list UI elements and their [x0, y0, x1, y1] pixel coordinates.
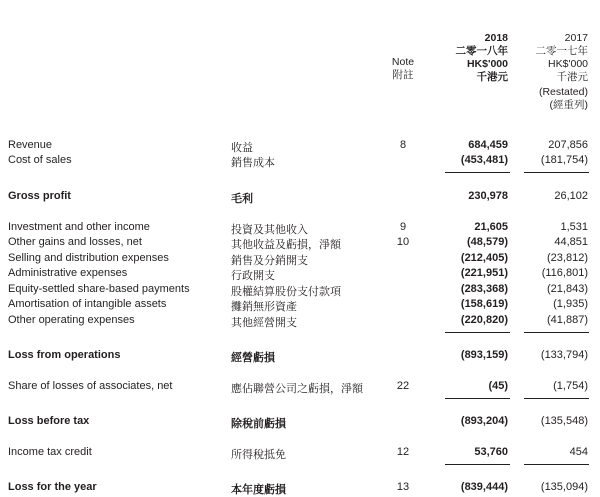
- value-2017: (23,812): [547, 252, 588, 264]
- row-label: Amortisation of intangible assets: [8, 298, 167, 310]
- row-label: Loss from operations: [8, 349, 121, 361]
- subtotal-rule: [524, 172, 589, 173]
- unit-2018-zh: 千港元: [476, 71, 508, 83]
- value-2018: (48,579): [467, 236, 508, 248]
- row-note: 12: [396, 446, 410, 458]
- value-2017: (181,754): [540, 154, 588, 166]
- row-label: Cost of sales: [8, 154, 72, 166]
- row-label: Loss before tax: [8, 415, 90, 427]
- row-label-zh: 應佔聯營公司之虧損，淨額: [231, 383, 363, 395]
- subtotal-rule: [524, 464, 589, 465]
- row-label: Revenue: [8, 139, 53, 151]
- row-label-zh: 除稅前虧損: [231, 418, 286, 430]
- row-label: Loss for the year: [8, 481, 97, 493]
- value-2018: (45): [488, 380, 508, 392]
- year-2017: 2017: [564, 32, 588, 44]
- row-label: Other gains and losses, net: [8, 236, 142, 248]
- subtotal-rule: [445, 464, 510, 465]
- value-2017: 454: [569, 446, 588, 458]
- row-label-zh: 毛利: [231, 193, 253, 205]
- row-label-zh: 投資及其他收入: [231, 224, 308, 236]
- subtotal-rule: [524, 398, 589, 399]
- row-label: Gross profit: [8, 190, 71, 202]
- value-2018: 230,978: [468, 190, 508, 202]
- row-label-zh: 攤銷無形資產: [231, 301, 297, 313]
- row-label-zh: 本年度虧損: [231, 484, 286, 496]
- row-label-zh: 其他收益及虧損，淨額: [231, 239, 341, 251]
- value-2017: 26,102: [554, 190, 588, 202]
- value-2018: 684,459: [468, 139, 508, 151]
- subtotal-rule: [445, 172, 510, 173]
- unit-2018: HK$'000: [466, 58, 508, 70]
- value-2017: (1,754): [553, 380, 588, 392]
- row-note: 22: [396, 380, 410, 392]
- row-label-zh: 銷售及分銷開支: [231, 255, 308, 267]
- value-2017: (133,794): [540, 349, 588, 361]
- row-label-zh: 銷售成本: [231, 157, 275, 169]
- value-2017: (41,887): [547, 314, 588, 326]
- value-2018: (283,368): [460, 283, 508, 295]
- row-label: Investment and other income: [8, 221, 150, 233]
- subtotal-rule: [445, 332, 510, 333]
- subtotal-rule: [445, 398, 510, 399]
- row-label: Administrative expenses: [8, 267, 128, 279]
- year-2017-zh: 二零一七年: [535, 45, 588, 57]
- value-2017: (135,548): [540, 415, 588, 427]
- value-2018: (839,444): [460, 481, 508, 493]
- row-label-zh: 股權結算股份支付款項: [231, 286, 341, 298]
- row-note: 9: [399, 221, 407, 233]
- value-2018: (158,619): [460, 298, 508, 310]
- value-2018: 53,760: [474, 446, 508, 458]
- value-2017: (21,843): [547, 283, 588, 295]
- value-2018: (212,405): [460, 252, 508, 264]
- value-2017: 1,531: [560, 221, 588, 233]
- value-2018: (893,204): [460, 415, 508, 427]
- value-2017: (116,801): [541, 267, 588, 279]
- value-2018: (221,951): [460, 267, 508, 279]
- unit-2017-zh: 千港元: [556, 71, 588, 83]
- row-label-zh: 其他經營開支: [231, 317, 297, 329]
- note-header-zh: 附註: [392, 69, 414, 81]
- value-2018: 21,605: [474, 221, 508, 233]
- value-2017: (1,935): [553, 298, 588, 310]
- row-label: Selling and distribution expenses: [8, 252, 169, 264]
- row-label-zh: 所得稅抵免: [231, 449, 286, 461]
- subtotal-rule: [524, 332, 589, 333]
- row-note: 8: [399, 139, 407, 151]
- value-2018: (893,159): [460, 349, 508, 361]
- row-label: Equity-settled share-based payments: [8, 283, 190, 295]
- row-note: 10: [396, 236, 410, 248]
- value-2018: (453,481): [460, 154, 508, 166]
- value-2017: 44,851: [554, 236, 588, 248]
- row-note: 13: [396, 481, 410, 493]
- value-2017: 207,856: [548, 139, 588, 151]
- year-2018-zh: 二零一八年: [455, 45, 508, 57]
- row-label-zh: 行政開支: [231, 270, 275, 282]
- value-2017: (135,094): [540, 481, 588, 493]
- note-header: Note: [391, 56, 415, 68]
- row-label-zh: 經營虧損: [231, 352, 275, 364]
- value-2018: (220,820): [460, 314, 508, 326]
- restated-label: (Restated): [538, 86, 588, 98]
- row-label: Share of losses of associates, net: [8, 380, 173, 392]
- row-label: Other operating expenses: [8, 314, 135, 326]
- row-label-zh: 收益: [231, 142, 253, 154]
- unit-2017: HK$'000: [548, 58, 588, 70]
- year-2018: 2018: [484, 32, 508, 44]
- restated-label-zh: (經重列): [549, 99, 588, 111]
- row-label: Income tax credit: [8, 446, 92, 458]
